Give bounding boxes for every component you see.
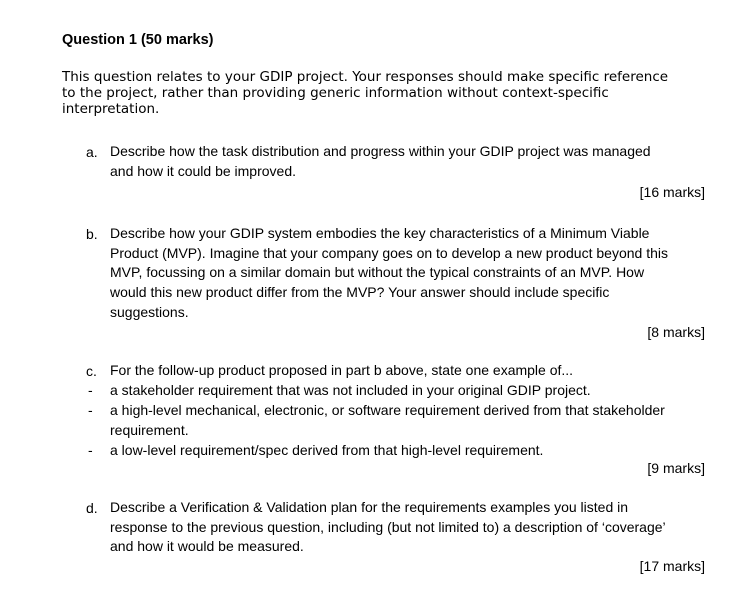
intro-line: to the project, rather than providing generic information without context-specific — [62, 85, 609, 101]
part-c-bullet-2 — [110, 401, 710, 440]
part-d-line: Describe a Verification & Validation plan for the requirements examples you listed in — [110, 499, 629, 515]
intro-line: This question relates to your GDIP project. Your responses should make specific reference — [62, 69, 669, 85]
bullet-line: a high-level mechanical, electronic, or software requirement derived from that stakeholder — [110, 402, 665, 418]
intro-line: interpretation. — [62, 101, 160, 117]
bullet-line: requirement. — [110, 421, 189, 438]
part-b-text — [110, 224, 710, 323]
part-b-line: Describe how your GDIP system embodies the key characteristics of a Minimum Viable — [110, 225, 650, 241]
part-b-letter: b. — [86, 226, 98, 242]
part-c-line: For the follow-up product proposed in part b above, state one example of... — [110, 362, 574, 378]
part-d-letter: d. — [86, 500, 98, 516]
part-c-bullet-1 — [110, 381, 710, 401]
question-title: Question 1 (50 marks) — [62, 32, 214, 48]
part-c-letter: c. — [86, 363, 97, 379]
part-d-text — [110, 498, 710, 557]
part-c-bullet-dash: - — [88, 382, 93, 398]
part-c-bullet-dash: - — [88, 402, 93, 418]
part-a-line: and how it could be improved. — [110, 162, 296, 179]
part-c-text — [110, 361, 710, 381]
part-a-marks: [16 marks] — [639, 184, 705, 200]
part-c-marks: [9 marks] — [647, 460, 705, 476]
part-b-line: would this new product differ from the MVP? Your answer should include specific — [110, 284, 610, 301]
part-d-line: and how it would be measured. — [110, 538, 304, 555]
part-c-bullet-dash: - — [88, 442, 93, 458]
question-intro — [62, 69, 712, 117]
part-a-letter: a. — [86, 144, 98, 160]
bullet-line: a stakeholder requirement that was not included in your original GDIP project. — [110, 382, 591, 398]
part-d-line: response to the previous question, including (but not limited to) a description of ‘coverage’ — [110, 518, 666, 535]
part-b-marks: [8 marks] — [647, 324, 705, 340]
part-b-line: suggestions. — [110, 303, 189, 320]
bullet-line: a low-level requirement/spec derived from that high-level requirement. — [110, 442, 544, 458]
part-c-bullet-3 — [110, 441, 710, 461]
part-a-text — [110, 142, 710, 181]
part-b-line: MVP, focussing on a similar domain but without the typical constraints of an MVP. How — [110, 264, 645, 281]
part-a-line: Describe how the task distribution and progress within your GDIP project was managed — [110, 143, 651, 159]
part-d-marks: [17 marks] — [639, 558, 705, 574]
part-b-line: Product (MVP). Imagine that your company goes on to develop a new product beyond this — [110, 244, 668, 261]
